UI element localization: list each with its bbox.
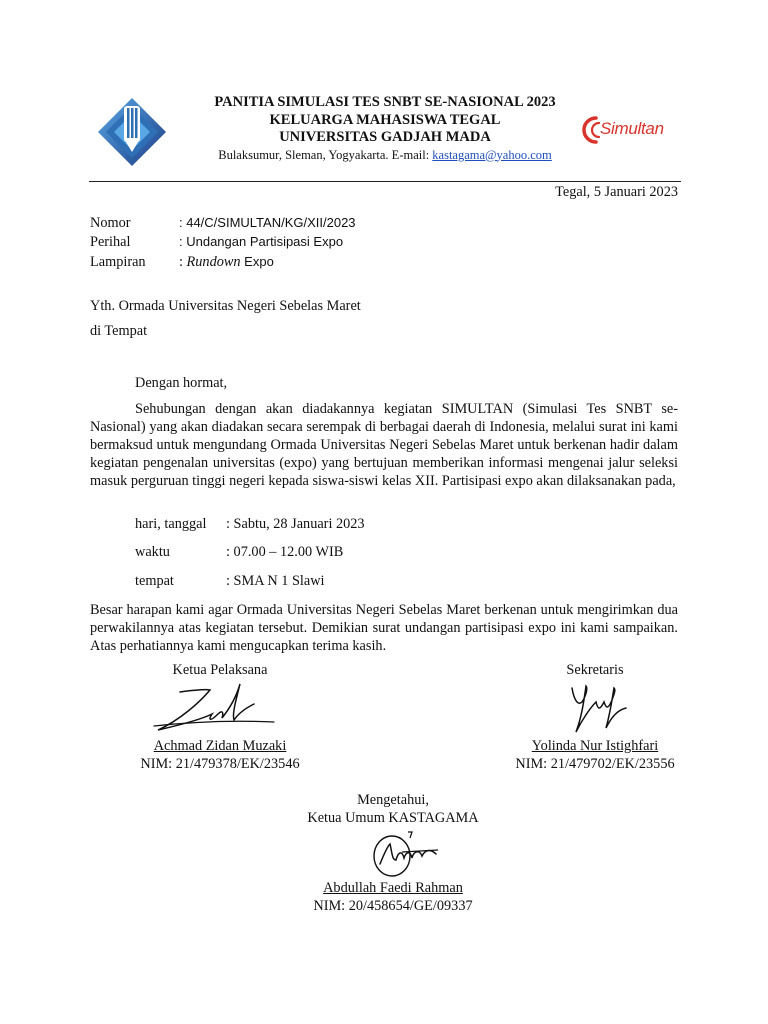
- letterhead-address: [185, 147, 585, 164]
- signatory-bottom-header: [293, 791, 493, 827]
- closing-paragraph: Besar harapan kami agar Ormada Universitas Negeri Sebelas Maret berkenan untuk mengirimkan dua perwakilannya atas kegiatan tersebut. Demikian surat undangan partisipasi expo ini kami sampaikan. Atas perhatiannya kami mengucapkan terima kasih.: [90, 602, 678, 654]
- recipient-line-2: di Tempat: [90, 323, 148, 339]
- letterhead-line-3: UNIVERSITAS GADJAH MADA: [279, 129, 491, 145]
- detail-hari-tanggal: [135, 516, 365, 533]
- detail-tempat: [135, 573, 325, 590]
- signatory-left-nim: NIM: 21/479378/EK/23546: [140, 756, 300, 772]
- detail-value: : 07.00 – 12.00 WIB: [226, 544, 344, 560]
- detail-label: hari, tanggal: [135, 516, 207, 532]
- signatory-bottom-name: Abdullah Faedi Rahman: [323, 880, 463, 896]
- detail-value: : SMA N 1 Slawi: [226, 573, 325, 589]
- signatory-left-name: Achmad Zidan Muzaki: [153, 738, 287, 754]
- body-text: Sehubungan dengan akan diadakannya kegiatan SIMULTAN (Simulasi Tes SNBT se-Nasional) yang akan diadakan secara serempak di berbagai daerah di Indonesia, melalui surat ini kami bermaksud untuk mengundang Ormada Universitas Negeri Sebelas Maret untuk berkenan hadir dalam kegiatan pengenalan universitas (expo) yang bertujuan memberikan informasi mengenai jalur seleksi masuk perguruan tinggi negeri kepada siswa-siswi kelas XII. Partisipasi expo akan dilaksanakan pada,: [90, 401, 678, 489]
- simultan-logo-text: Simultan: [600, 119, 664, 138]
- signature-bottom-icon: [362, 826, 446, 882]
- kastagama-logo: [96, 96, 168, 168]
- meta-value: [179, 252, 274, 272]
- email-link[interactable]: kastagama@yahoo.com: [432, 147, 552, 162]
- signatory-right-name: Yolinda Nur Istighfari: [531, 738, 659, 754]
- signatory-bottom-nim: NIM: 20/458654/GE/09337: [313, 898, 473, 914]
- detail-label: tempat: [135, 573, 174, 589]
- meta-value: : 44/C/SIMULTAN/KG/XII/2023: [179, 215, 356, 230]
- letterhead-line-2: KELUARGA MAHASISWA TEGAL: [269, 111, 501, 128]
- signatory-left-name-block: [110, 737, 330, 773]
- signatory-right-name-block: [485, 737, 705, 773]
- recipient-line-1: Yth. Ormada Universitas Negeri Sebelas Maret: [90, 298, 361, 314]
- meta-value-italic: Rundown: [186, 254, 241, 270]
- meta-value-suffix: Expo: [240, 254, 274, 269]
- signatory-bottom-intro: Mengetahui,: [357, 792, 429, 808]
- body-paragraph: [90, 400, 678, 490]
- signatory-right-nim: NIM: 21/479702/EK/23556: [515, 756, 675, 772]
- meta-value: : Undangan Partisipasi Expo: [179, 234, 344, 249]
- address-text: Bulaksumur, Sleman, Yogyakarta. E-mail:: [218, 147, 433, 162]
- detail-label: waktu: [135, 544, 170, 560]
- signature-left-icon: [150, 680, 280, 736]
- meta-label: Nomor: [90, 215, 131, 231]
- letterhead-line-1: PANITIA SIMULASI TES SNBT SE-NASIONAL 2023: [214, 94, 556, 110]
- meta-label: Lampiran: [90, 254, 146, 270]
- signature-right-icon: [562, 680, 632, 738]
- signatory-bottom-name-block: [293, 879, 493, 915]
- signatory-left-role: Ketua Pelaksana: [172, 662, 268, 678]
- greeting: Dengan hormat,: [135, 375, 228, 391]
- meta-label: Perihal: [90, 234, 131, 250]
- simultan-logo: [576, 110, 680, 150]
- detail-waktu: [135, 544, 344, 561]
- letterhead: [185, 94, 585, 164]
- meta-value-prefix: :: [179, 254, 187, 270]
- signatory-right-role: Sekretaris: [566, 662, 624, 678]
- header-divider: [89, 181, 681, 182]
- detail-value: : Sabtu, 28 Januari 2023: [226, 516, 365, 532]
- letter-date: Tegal, 5 Januari 2023: [555, 184, 678, 200]
- signatory-bottom-role: Ketua Umum KASTAGAMA: [307, 810, 479, 826]
